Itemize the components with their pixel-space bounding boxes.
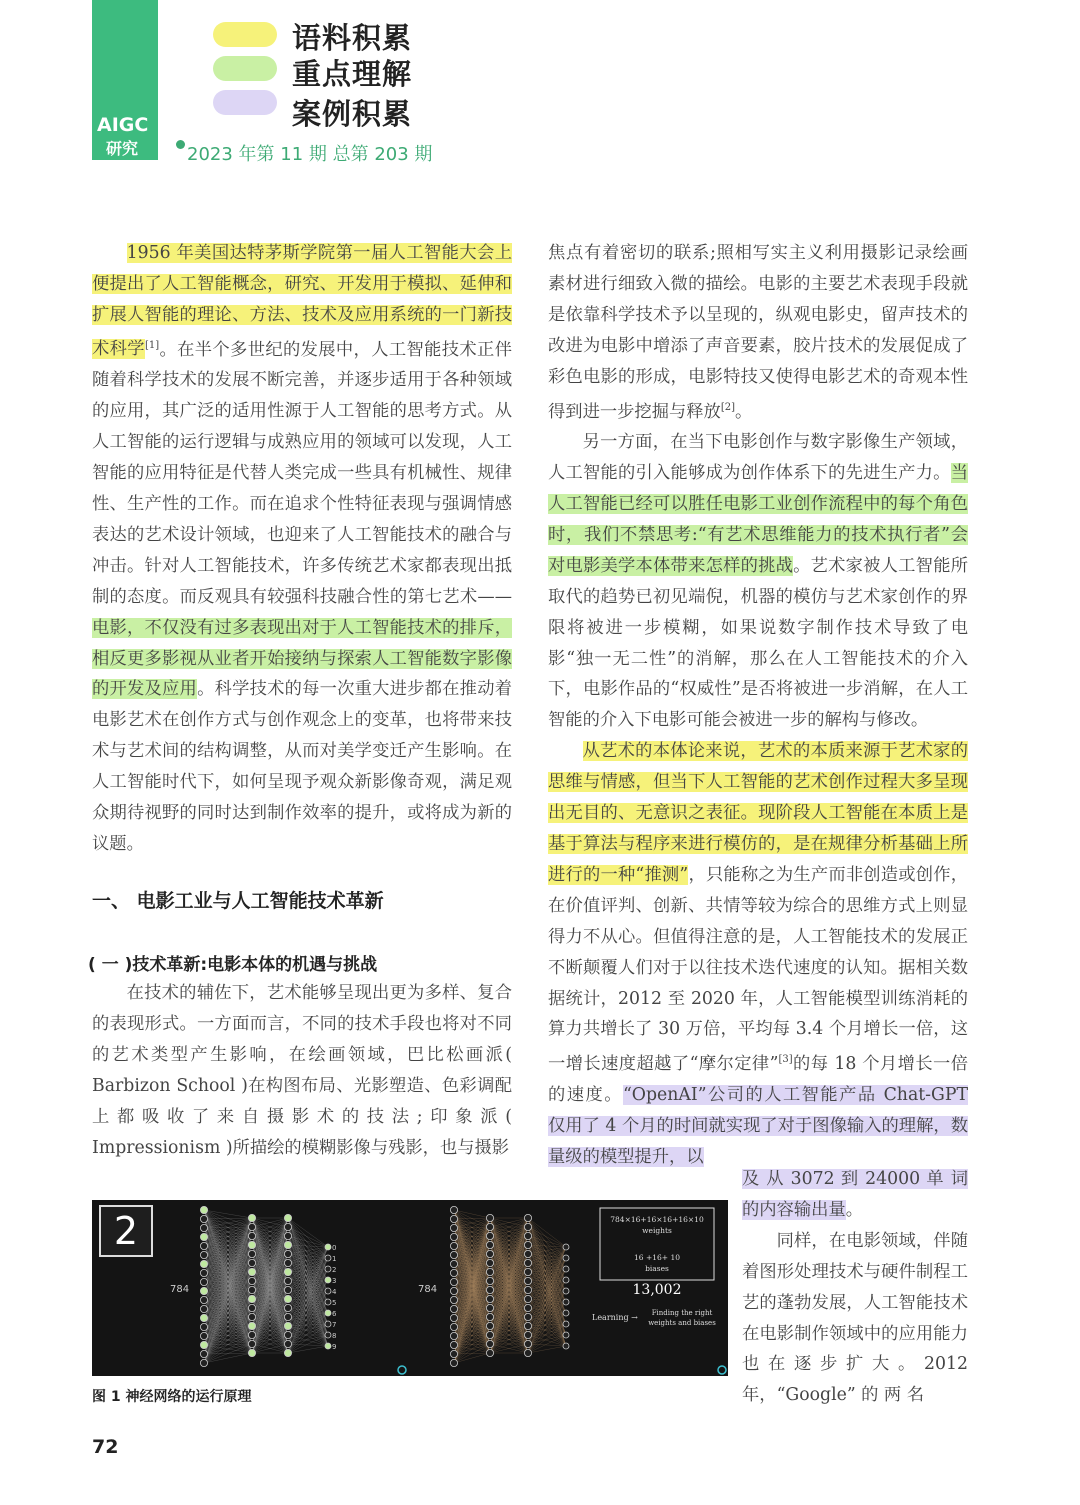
badge-line-aigc: AIGC	[97, 114, 149, 136]
network-right	[450, 1206, 569, 1366]
network-node	[450, 1350, 457, 1357]
network-node	[450, 1359, 457, 1366]
citation: [2]	[720, 401, 735, 413]
neural-network-figure	[92, 1200, 728, 1376]
network-node	[200, 1314, 207, 1321]
network-node	[284, 1304, 291, 1311]
right-column	[548, 238, 968, 1173]
text: 。在半个多世纪的发展中，人工智能技术正伴随着科学技术的发展不断完善，并逐步适用于各种领域的应用，其广泛的适用性源于人工智能的思考方式。从人工智能的运行逻辑与成熟应用的领域可以发现，人工智能的应用特征是代替人类完成一些具有机械性、规律性、生产性的工作。而在追求个性特征表现与强调情感表达的艺术设计领域，也迎来了人工智能技术的融合与冲击。针对人工智能技术，许多传统艺术家都表现出抵制的态度。而反观具有较强科技融合性的第七艺术——	[92, 339, 512, 607]
highlight-corpus: 1956 年美国达特茅斯学院第一届人工智能大会上便提出了人工智能概念，研究、开发用于模拟、延伸和扩展人智能的理论、方法、技术及应用系统的一门新技术科学	[92, 243, 512, 360]
network-node	[200, 1332, 207, 1339]
network-node	[325, 1255, 331, 1261]
highlight-corpus: 从艺术的本体论来说，艺术的本质来源于艺术家的思维与情感，但当下人工智能的艺术创作过程大多呈现出无目的、无意识之表征。现阶段人工智能在本质上是基于算法与程序来进行模仿的，是在规律分析基础上所进行的一种“推测”	[548, 741, 968, 885]
network-node	[450, 1269, 457, 1276]
legend-swatch-green	[213, 56, 277, 81]
network-node	[248, 1241, 255, 1248]
learning-label: Learning →	[592, 1313, 638, 1322]
network-node	[486, 1331, 493, 1338]
network-node	[563, 1277, 569, 1283]
network-node	[563, 1299, 569, 1305]
highlight-key: 当人工智能已经可以胜任电影工业创作流程中的每个角色时，我们不禁思考:“有艺术思维能力的技术执行者”会对电影美学本体带来怎样的挑战	[548, 463, 968, 576]
network-node	[200, 1260, 207, 1267]
network-node	[248, 1232, 255, 1239]
left-paragraph-2: 在技术的辅佐下，艺术能够呈现出更为多样、复合的表现形式。一方面而言，不同的技术手段也将对不同的艺术类型产生影响，在绘画领域，巴比松画派( Barbizon School )在构图布局、光影塑造、色彩调配上都吸收了来自摄影术的技法;印象派( Impressionism )所描绘的模糊影像与残影，也与摄影	[92, 983, 512, 1158]
network-node	[325, 1310, 331, 1316]
network-node	[450, 1251, 457, 1258]
network-node	[284, 1286, 291, 1293]
network-edge	[204, 1353, 252, 1363]
output-label: 6	[332, 1310, 337, 1318]
text: 的每 18 个月增长一倍的速度。	[548, 1054, 969, 1105]
network-node	[524, 1241, 531, 1248]
network-node	[325, 1244, 331, 1250]
network-node	[524, 1268, 531, 1275]
network-node	[284, 1259, 291, 1266]
network-node	[284, 1241, 291, 1248]
network-node	[486, 1286, 493, 1293]
highlight-case: “OpenAI”公司的人工智能产品 Chat-GPT 仅用了 4 个月的时间就实现了对于图像输入的理解，数量级的模型提升，以	[548, 1085, 968, 1167]
left-paragraph-1	[92, 238, 512, 860]
input-size-right: 784	[418, 1284, 438, 1295]
network-node	[486, 1313, 493, 1320]
network-edge	[528, 1317, 566, 1335]
legend-label-case: 案例积累	[292, 97, 413, 131]
network-node	[284, 1340, 291, 1347]
network-node	[450, 1215, 457, 1222]
network-node	[248, 1340, 255, 1347]
network-node	[524, 1223, 531, 1230]
network-node	[450, 1341, 457, 1348]
network-node	[563, 1321, 569, 1327]
network-node	[450, 1296, 457, 1303]
network-left	[200, 1206, 331, 1366]
network-edge	[288, 1317, 328, 1335]
issue-text: 2023 年第 11 期 总第 203 期	[187, 144, 433, 165]
network-node	[450, 1224, 457, 1231]
network-node	[486, 1304, 493, 1311]
network-node	[486, 1232, 493, 1239]
network-node	[486, 1295, 493, 1302]
network-node	[450, 1206, 457, 1213]
citation: [1]	[144, 339, 160, 351]
network-node	[486, 1214, 493, 1221]
network-node	[200, 1341, 207, 1348]
network-node	[450, 1242, 457, 1249]
network-node	[563, 1266, 569, 1272]
network-node	[486, 1250, 493, 1257]
network-node	[284, 1313, 291, 1320]
network-node	[524, 1313, 531, 1320]
page-number: 72	[92, 1436, 119, 1458]
right-paragraph-2	[548, 427, 968, 736]
network-node	[524, 1214, 531, 1221]
network-node	[325, 1332, 331, 1338]
network-node	[248, 1304, 255, 1311]
figure-caption: 图 1 神经网络的运行原理	[92, 1389, 252, 1405]
text: 焦点有着密切的联系;照相写实主义利用摄影记录绘画素材进行细致入微的描绘。电影的主要艺术表现手段就是依靠科学技术予以呈现的，纵观电影史，留声技术的改进为电影中增添了声音要素，胶片技术的发展促成了彩色电影的形成，电影特技又使得电影艺术的奇观本性得到进一步挖掘与释放	[548, 243, 968, 422]
network-node	[200, 1242, 207, 1249]
network-node	[200, 1287, 207, 1294]
network-node	[450, 1287, 457, 1294]
issue-dot-icon	[176, 140, 185, 149]
network-node	[248, 1214, 255, 1221]
output-label: 2	[332, 1266, 337, 1274]
weights-word: weights	[642, 1226, 672, 1235]
text: 。	[735, 401, 753, 422]
network-node	[450, 1260, 457, 1267]
network-node	[325, 1299, 331, 1305]
legend-swatch-yellow	[213, 22, 277, 47]
network-node	[524, 1349, 531, 1356]
network-node	[450, 1323, 457, 1330]
legend-label-key: 重点理解	[292, 57, 413, 91]
network-node	[200, 1278, 207, 1285]
network-node	[486, 1349, 493, 1356]
network-node	[563, 1244, 569, 1250]
output-label: 5	[332, 1299, 337, 1307]
network-node	[200, 1206, 207, 1213]
network-node	[563, 1310, 569, 1316]
network-node	[284, 1232, 291, 1239]
network-node	[200, 1305, 207, 1312]
network-node	[486, 1241, 493, 1248]
network-node	[450, 1314, 457, 1321]
network-node	[248, 1349, 255, 1356]
network-node	[248, 1322, 255, 1329]
text: 。科学技术的每一次重大进步都在推动着电影艺术在创作方式与创作观念上的变革，也将带来技术与艺术间的结构调整，从而对美学变迁产生影响。在人工智能时代下，如何呈现予观众新影像奇观，满足观众期待视野的同时达到制作效率的提升，或将成为新的议题。	[92, 679, 512, 854]
network-node	[248, 1277, 255, 1284]
network-node	[524, 1304, 531, 1311]
highlight-key: 电影，不仅没有过多表现出对于人工智能技术的排斥，相反更多影视从业者开始接纳与探索人工智能数字影像的开发及应用	[92, 617, 512, 700]
learning-desc-1: Finding the right	[651, 1309, 713, 1317]
biases-formula: 16 +16+ 10	[634, 1253, 680, 1262]
network-node	[200, 1251, 207, 1258]
network-node	[200, 1233, 207, 1240]
network-node	[563, 1288, 569, 1294]
network-node	[200, 1350, 207, 1357]
digit-label: 2	[113, 1209, 139, 1253]
network-node	[450, 1278, 457, 1285]
network-node	[524, 1277, 531, 1284]
network-node	[524, 1259, 531, 1266]
network-node	[200, 1323, 207, 1330]
weights-formula: 784×16+16×16+16×10	[610, 1215, 704, 1224]
network-node	[325, 1277, 331, 1283]
right-paragraph-4: 同样，在电影领域，伴随着图形处理技术与硬件制程工艺的蓬勃发展，人工智能技术在电影制作领域中的应用能力也在逐步扩大。2012 年，“Google” 的 两 名	[742, 1230, 968, 1406]
network-node	[486, 1322, 493, 1329]
input-size-left: 784	[170, 1284, 190, 1295]
network-node	[248, 1331, 255, 1338]
network-node	[325, 1343, 331, 1349]
legend-label-corpus: 语料积累	[292, 21, 413, 55]
output-label: 1	[332, 1255, 337, 1263]
network-node	[450, 1305, 457, 1312]
right-paragraph-3-end	[742, 1164, 968, 1226]
network-node	[248, 1223, 255, 1230]
network-node	[325, 1288, 331, 1294]
output-label: 0	[332, 1244, 337, 1252]
network-node	[486, 1277, 493, 1284]
text: 另一方面，在当下电影创作与数字影像生产领域，人工智能的引入能够成为创作体系下的先进生产力。	[548, 432, 968, 484]
text: 。艺术家被人工智能所取代的趋势已初见端倪，机器的模仿与艺术家创作的界限将被进一步模糊，如果说数字制作技术导致了电影“独一无二性”的消解，那么在人工智能技术的介入下，电影作品的“权威性”是否将被进一步消解，在人工智能的介入下电影可能会被进一步的解构与修改。	[548, 555, 968, 731]
right-column-narrow	[742, 1164, 968, 1411]
citation: [3]	[778, 1054, 793, 1066]
network-node	[248, 1268, 255, 1275]
network-node	[284, 1214, 291, 1221]
output-label: 3	[332, 1277, 337, 1285]
network-node	[486, 1340, 493, 1347]
network-node	[524, 1286, 531, 1293]
network-node	[524, 1295, 531, 1302]
network-node	[284, 1331, 291, 1338]
neural-network-diagram	[92, 1200, 728, 1376]
section-badge	[92, 0, 158, 160]
network-node	[450, 1332, 457, 1339]
text: 。	[845, 1199, 863, 1220]
network-node	[524, 1322, 531, 1329]
network-node	[284, 1268, 291, 1275]
network-node	[450, 1233, 457, 1240]
network-node	[248, 1250, 255, 1257]
output-label: 8	[332, 1332, 337, 1340]
issue-info	[176, 140, 432, 166]
network-node	[284, 1322, 291, 1329]
network-node	[248, 1259, 255, 1266]
network-node	[200, 1224, 207, 1231]
subsection-heading: ( 一 )技术革新:电影本体的机遇与挑战	[88, 955, 378, 975]
network-node	[284, 1277, 291, 1284]
left-column	[92, 238, 512, 860]
network-node	[284, 1223, 291, 1230]
network-node	[248, 1286, 255, 1293]
progress-marker-icon	[718, 1366, 726, 1374]
network-node	[248, 1313, 255, 1320]
network-node	[563, 1332, 569, 1338]
network-node	[325, 1266, 331, 1272]
network-node	[563, 1343, 569, 1349]
network-node	[524, 1331, 531, 1338]
network-node	[200, 1215, 207, 1222]
highlight-case: 及 从 3072 到 24000 单 词的内容输出量	[742, 1169, 968, 1220]
legend-swatch-purple	[213, 90, 277, 115]
network-node	[524, 1232, 531, 1239]
network-node	[284, 1295, 291, 1302]
network-node	[524, 1250, 531, 1257]
section-heading: 一、 电影工业与人工智能技术革新	[92, 890, 384, 912]
text: ，只能称之为生产而非创造或创作，在价值评判、创新、共情等较为综合的思维方式上则显得力不从心。但值得注意的是，人工智能技术的发展正不断颠覆人们对于以往技术迭代速度的认知。据相关数据统计，2012 至 2020 年，人工智能模型训练消耗的算力共增长了 30 万倍，平均每 3.4 个月增长一倍，这一增长速度超越了“摩尔定律”	[548, 864, 968, 1075]
network-node	[325, 1321, 331, 1327]
network-node	[248, 1295, 255, 1302]
network-node	[486, 1268, 493, 1275]
param-total: 13,002	[632, 1282, 682, 1298]
right-paragraph-3	[548, 736, 968, 1172]
network-node	[563, 1255, 569, 1261]
network-node	[284, 1250, 291, 1257]
network-node	[524, 1340, 531, 1347]
network-node	[284, 1349, 291, 1356]
biases-word: biases	[645, 1264, 669, 1273]
learning-desc-2: weights and biases	[648, 1319, 716, 1327]
output-label: 9	[332, 1343, 337, 1351]
network-node	[486, 1259, 493, 1266]
progress-marker-icon	[398, 1366, 406, 1374]
left-column-lower	[92, 978, 512, 1163]
output-labels	[332, 1244, 337, 1351]
network-node	[200, 1269, 207, 1276]
network-node	[200, 1359, 207, 1366]
badge-line-research: 研究	[106, 139, 139, 158]
output-label: 7	[332, 1321, 337, 1329]
network-node	[486, 1223, 493, 1230]
network-node	[200, 1296, 207, 1303]
right-paragraph-1	[548, 238, 968, 427]
output-label: 4	[332, 1288, 337, 1296]
